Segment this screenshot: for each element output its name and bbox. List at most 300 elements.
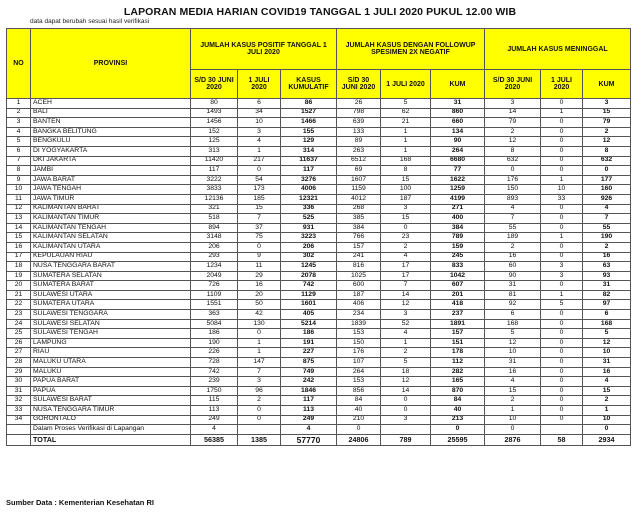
rec-sd-cell: 210 xyxy=(337,415,381,425)
no-cell: 1 xyxy=(7,99,31,109)
no-cell: 6 xyxy=(7,146,31,156)
rec-kum-cell: 201 xyxy=(431,290,485,300)
table-row xyxy=(7,262,631,272)
cases-kum-cell: 249 xyxy=(281,415,337,425)
rec-kum-cell: 860 xyxy=(431,108,485,118)
death-sd-cell: 12 xyxy=(485,137,541,147)
table-row xyxy=(7,223,631,233)
table-row xyxy=(7,290,631,300)
death-today-cell: 0 xyxy=(541,281,583,291)
rec-today-cell: 1 xyxy=(381,127,431,137)
death-sd-cell: 893 xyxy=(485,194,541,204)
no-cell: 29 xyxy=(7,367,31,377)
death-today-cell: 0 xyxy=(541,396,583,406)
death-today-cell: 1 xyxy=(541,233,583,243)
cases-kum-cell: 336 xyxy=(281,204,337,214)
death-today-cell: 0 xyxy=(541,377,583,387)
header-rec-kum: KUM xyxy=(431,70,485,99)
rec-kum-cell: 789 xyxy=(431,233,485,243)
death-sd-cell: 168 xyxy=(485,319,541,329)
death-sd-cell: 5 xyxy=(485,329,541,339)
cases-kum-cell: 405 xyxy=(281,310,337,320)
table-row xyxy=(7,329,631,339)
table-row xyxy=(7,252,631,262)
death-today-cell: 0 xyxy=(541,214,583,224)
rec-sd-cell: 816 xyxy=(337,262,381,272)
header-death-today: 1 JULI 2020 xyxy=(541,70,583,99)
provinsi-cell: KALIMANTAN BARAT xyxy=(31,204,191,214)
death-sd-cell: 14 xyxy=(485,108,541,118)
rec-kum-cell: 870 xyxy=(431,386,485,396)
cases-kum-cell: 242 xyxy=(281,377,337,387)
death-sd-cell: 7 xyxy=(485,214,541,224)
rec-today-cell: 0 xyxy=(381,396,431,406)
cases-sd-cell: 249 xyxy=(191,415,238,425)
provinsi-cell: SUMATERA BARAT xyxy=(31,281,191,291)
cases-today-cell: 3 xyxy=(238,127,281,137)
table-row xyxy=(7,396,631,406)
death-today-cell: 1 xyxy=(541,175,583,185)
header-rec-sd: S/D 30 JUNI 2020 xyxy=(337,70,381,99)
cases-kum-cell: 117 xyxy=(281,396,337,406)
cases-today-cell: 0 xyxy=(238,242,281,252)
no-cell: 2 xyxy=(7,108,31,118)
rec-today-cell: 1 xyxy=(381,146,431,156)
table-row xyxy=(7,242,631,252)
rec-today-cell: 12 xyxy=(381,300,431,310)
covid-report-table xyxy=(6,28,631,446)
table-row xyxy=(7,406,631,416)
no-cell: 15 xyxy=(7,233,31,243)
cases-today-cell: 0 xyxy=(238,406,281,416)
death-kum-cell: 31 xyxy=(583,281,631,291)
cases-kum-cell: 155 xyxy=(281,127,337,137)
rec-kum-cell: 159 xyxy=(431,242,485,252)
no-cell: 28 xyxy=(7,358,31,368)
table-row xyxy=(7,156,631,166)
death-sd-cell: 0 xyxy=(485,166,541,176)
cases-sd-cell: 894 xyxy=(191,223,238,233)
cases-today-cell: 2 xyxy=(238,396,281,406)
rec-today-cell: 4 xyxy=(381,252,431,262)
cases-sd-cell: 239 xyxy=(191,377,238,387)
rec-kum-cell: 0 xyxy=(431,425,485,435)
rec-kum-cell: 1042 xyxy=(431,271,485,281)
cases-today-cell: 75 xyxy=(238,233,281,243)
cases-today-cell: 11 xyxy=(238,262,281,272)
cases-sd-cell: 5084 xyxy=(191,319,238,329)
cases-today-cell: 0 xyxy=(238,329,281,339)
rec-sd-cell: 187 xyxy=(337,290,381,300)
rec-sd-cell: 1025 xyxy=(337,271,381,281)
cases-kum-cell: 117 xyxy=(281,166,337,176)
provinsi-cell: BANTEN xyxy=(31,118,191,128)
provinsi-cell: SUMATERA SELATAN xyxy=(31,271,191,281)
provinsi-cell: BENGKULU xyxy=(31,137,191,147)
rec-today-cell: 14 xyxy=(381,386,431,396)
death-sd-cell: 10 xyxy=(485,348,541,358)
rec-today-cell: 62 xyxy=(381,108,431,118)
death-today-cell: 0 xyxy=(541,242,583,252)
cases-kum-cell: 1601 xyxy=(281,300,337,310)
provinsi-cell: SUMATERA UTARA xyxy=(31,300,191,310)
death-today-cell: 33 xyxy=(541,194,583,204)
death-today-cell: 0 xyxy=(541,156,583,166)
death-today-cell: 0 xyxy=(541,415,583,425)
rec-sd-cell: 176 xyxy=(337,348,381,358)
cases-sd-cell: 113 xyxy=(191,406,238,416)
rec-sd-cell: 0 xyxy=(337,425,381,435)
death-kum-cell: 177 xyxy=(583,175,631,185)
death-sd-cell: 81 xyxy=(485,290,541,300)
rec-sd-cell: 384 xyxy=(337,223,381,233)
table-row xyxy=(7,271,631,281)
table-total-row xyxy=(7,434,631,445)
provinsi-cell: KEPULAUAN RIAU xyxy=(31,252,191,262)
cases-today-cell: 37 xyxy=(238,223,281,233)
rec-sd-cell: 639 xyxy=(337,118,381,128)
rec-sd-cell: 766 xyxy=(337,233,381,243)
table-row xyxy=(7,175,631,185)
provinsi-cell: BALI xyxy=(31,108,191,118)
rec-today-cell: 17 xyxy=(381,271,431,281)
cases-kum-cell: 302 xyxy=(281,252,337,262)
cases-sd-cell: 726 xyxy=(191,281,238,291)
death-sd-cell: 4 xyxy=(485,377,541,387)
cases-kum-cell: 113 xyxy=(281,406,337,416)
cases-sd-cell: 1551 xyxy=(191,300,238,310)
cases-today-cell: 42 xyxy=(238,310,281,320)
table-body xyxy=(7,99,631,435)
rec-today-cell: 52 xyxy=(381,319,431,329)
rec-kum-cell: 77 xyxy=(431,166,485,176)
total-death-sd: 2876 xyxy=(485,434,541,445)
cases-kum-cell: 3276 xyxy=(281,175,337,185)
total-death-today: 58 xyxy=(541,434,583,445)
rec-today-cell: 8 xyxy=(381,166,431,176)
provinsi-cell: RIAU xyxy=(31,348,191,358)
death-kum-cell: 5 xyxy=(583,329,631,339)
cases-today-cell: 0 xyxy=(238,166,281,176)
death-kum-cell: 6 xyxy=(583,310,631,320)
table-row xyxy=(7,99,631,109)
rec-sd-cell: 600 xyxy=(337,281,381,291)
cases-kum-cell: 11637 xyxy=(281,156,337,166)
header-group-cases: JUMLAH KASUS POSITIF TANGGAL 1 JULI 2020 xyxy=(191,29,337,70)
death-kum-cell: 63 xyxy=(583,262,631,272)
death-today-cell: 0 xyxy=(541,204,583,214)
no-cell: 34 xyxy=(7,415,31,425)
no-cell: 18 xyxy=(7,262,31,272)
rec-sd-cell: 1607 xyxy=(337,175,381,185)
rec-today-cell: 14 xyxy=(381,290,431,300)
cases-kum-cell: 525 xyxy=(281,214,337,224)
death-kum-cell: 0 xyxy=(583,425,631,435)
death-today-cell: 0 xyxy=(541,348,583,358)
cases-sd-cell: 226 xyxy=(191,348,238,358)
cases-today-cell: 15 xyxy=(238,204,281,214)
cases-today-cell: 173 xyxy=(238,185,281,195)
death-today-cell: 0 xyxy=(541,406,583,416)
death-kum-cell: 2 xyxy=(583,396,631,406)
provinsi-cell: JAWA BARAT xyxy=(31,175,191,185)
header-provinsi: PROVINSI xyxy=(31,29,191,99)
rec-kum-cell: 282 xyxy=(431,367,485,377)
provinsi-cell: SULAWESI SELATAN xyxy=(31,319,191,329)
death-today-cell: 0 xyxy=(541,367,583,377)
death-kum-cell: 16 xyxy=(583,252,631,262)
death-today-cell: 0 xyxy=(541,319,583,329)
table-row xyxy=(7,377,631,387)
death-kum-cell: 12 xyxy=(583,137,631,147)
table-row xyxy=(7,300,631,310)
rec-kum-cell: 90 xyxy=(431,137,485,147)
death-kum-cell: 97 xyxy=(583,300,631,310)
rec-sd-cell: 268 xyxy=(337,204,381,214)
death-today-cell: 0 xyxy=(541,338,583,348)
death-today-cell: 5 xyxy=(541,300,583,310)
no-cell: 12 xyxy=(7,204,31,214)
death-kum-cell: 2 xyxy=(583,127,631,137)
cases-sd-cell: 186 xyxy=(191,329,238,339)
death-kum-cell: 168 xyxy=(583,319,631,329)
death-sd-cell: 15 xyxy=(485,386,541,396)
death-sd-cell: 0 xyxy=(485,425,541,435)
death-today-cell: 0 xyxy=(541,146,583,156)
death-today-cell: 0 xyxy=(541,358,583,368)
cases-kum-cell: 314 xyxy=(281,146,337,156)
death-kum-cell: 0 xyxy=(583,166,631,176)
cases-sd-cell: 125 xyxy=(191,137,238,147)
rec-kum-cell: 660 xyxy=(431,118,485,128)
cases-sd-cell: 728 xyxy=(191,358,238,368)
table-row xyxy=(7,204,631,214)
death-today-cell: 0 xyxy=(541,137,583,147)
provinsi-cell: SULAWESI BARAT xyxy=(31,396,191,406)
provinsi-cell: MALUKU UTARA xyxy=(31,358,191,368)
death-today-cell: 0 xyxy=(541,127,583,137)
rec-sd-cell: 89 xyxy=(337,137,381,147)
rec-today-cell: 15 xyxy=(381,175,431,185)
death-sd-cell: 3 xyxy=(485,99,541,109)
table-row xyxy=(7,281,631,291)
cases-kum-cell: 1245 xyxy=(281,262,337,272)
cases-sd-cell: 4 xyxy=(191,425,238,435)
cases-today-cell: 0 xyxy=(238,415,281,425)
rec-sd-cell: 133 xyxy=(337,127,381,137)
rec-today-cell: 0 xyxy=(381,223,431,233)
rec-sd-cell: 4012 xyxy=(337,194,381,204)
table-row xyxy=(7,386,631,396)
cases-sd-cell: 1109 xyxy=(191,290,238,300)
death-today-cell: 0 xyxy=(541,329,583,339)
death-kum-cell: 55 xyxy=(583,223,631,233)
rec-today-cell: 4 xyxy=(381,329,431,339)
rec-kum-cell: 607 xyxy=(431,281,485,291)
cases-today-cell: 16 xyxy=(238,281,281,291)
header-death-kum: KUM xyxy=(583,70,631,99)
death-kum-cell: 632 xyxy=(583,156,631,166)
header-group-recovered: JUMLAH KASUS DENGAN FOLLOWUP SPESIMEN 2X NEGATIF xyxy=(337,29,485,70)
rec-sd-cell: 1839 xyxy=(337,319,381,329)
rec-sd-cell: 157 xyxy=(337,242,381,252)
table-row xyxy=(7,310,631,320)
no-cell: 7 xyxy=(7,156,31,166)
rec-sd-cell: 406 xyxy=(337,300,381,310)
death-kum-cell: 190 xyxy=(583,233,631,243)
rec-kum-cell: 384 xyxy=(431,223,485,233)
cases-today-cell: 1 xyxy=(238,348,281,358)
no-cell: 25 xyxy=(7,329,31,339)
report-note: data dapat berubah sesuai hasil verifikasi xyxy=(30,18,150,25)
no-cell: 10 xyxy=(7,185,31,195)
no-cell: 13 xyxy=(7,214,31,224)
cases-kum-cell: 3223 xyxy=(281,233,337,243)
no-cell: 33 xyxy=(7,406,31,416)
table-row xyxy=(7,108,631,118)
rec-kum-cell: 6680 xyxy=(431,156,485,166)
rec-sd-cell: 153 xyxy=(337,377,381,387)
report-title: LAPORAN MEDIA HARIAN COVID19 TANGGAL 1 JULI 2020 PUKUL 12.00 WIB xyxy=(123,6,517,18)
table-row xyxy=(7,127,631,137)
cases-kum-cell: 875 xyxy=(281,358,337,368)
death-kum-cell: 926 xyxy=(583,194,631,204)
rec-kum-cell: 1259 xyxy=(431,185,485,195)
death-today-cell: 1 xyxy=(541,290,583,300)
provinsi-cell: SULAWESI TENGGARA xyxy=(31,310,191,320)
death-kum-cell: 82 xyxy=(583,290,631,300)
rec-today-cell xyxy=(381,425,431,435)
provinsi-cell: DI YOGYAKARTA xyxy=(31,146,191,156)
cases-sd-cell: 3833 xyxy=(191,185,238,195)
cases-kum-cell: 2078 xyxy=(281,271,337,281)
rec-kum-cell: 151 xyxy=(431,338,485,348)
provinsi-cell: BANGKA BELITUNG xyxy=(31,127,191,137)
rec-sd-cell: 264 xyxy=(337,367,381,377)
death-sd-cell: 2 xyxy=(485,127,541,137)
provinsi-cell: NUSA TENGGARA TIMUR xyxy=(31,406,191,416)
rec-kum-cell: 271 xyxy=(431,204,485,214)
rec-kum-cell: 112 xyxy=(431,358,485,368)
cases-sd-cell: 117 xyxy=(191,166,238,176)
no-cell: 9 xyxy=(7,175,31,185)
rec-kum-cell: 134 xyxy=(431,127,485,137)
rec-kum-cell: 157 xyxy=(431,329,485,339)
rec-today-cell: 2 xyxy=(381,242,431,252)
death-today-cell: 0 xyxy=(541,386,583,396)
cases-today-cell xyxy=(238,425,281,435)
cases-today-cell: 96 xyxy=(238,386,281,396)
death-sd-cell: 16 xyxy=(485,367,541,377)
death-sd-cell: 12 xyxy=(485,338,541,348)
death-today-cell: 0 xyxy=(541,223,583,233)
cases-kum-cell: 1846 xyxy=(281,386,337,396)
no-cell: 23 xyxy=(7,310,31,320)
cases-today-cell: 1 xyxy=(238,146,281,156)
cases-today-cell: 10 xyxy=(238,118,281,128)
cases-sd-cell: 1234 xyxy=(191,262,238,272)
rec-today-cell: 1 xyxy=(381,338,431,348)
death-sd-cell: 176 xyxy=(485,175,541,185)
rec-sd-cell: 150 xyxy=(337,338,381,348)
cases-sd-cell: 742 xyxy=(191,367,238,377)
rec-sd-cell: 385 xyxy=(337,214,381,224)
header-no: NO xyxy=(7,29,31,99)
provinsi-cell: Dalam Proses Verifikasi di Lapangan xyxy=(31,425,191,435)
rec-today-cell: 7 xyxy=(381,281,431,291)
cases-kum-cell: 5214 xyxy=(281,319,337,329)
rec-today-cell: 1 xyxy=(381,137,431,147)
provinsi-cell: LAMPUNG xyxy=(31,338,191,348)
cases-sd-cell: 1456 xyxy=(191,118,238,128)
death-today-cell: 3 xyxy=(541,262,583,272)
cases-today-cell: 7 xyxy=(238,367,281,377)
cases-sd-cell: 1750 xyxy=(191,386,238,396)
cases-today-cell: 34 xyxy=(238,108,281,118)
cases-kum-cell: 4006 xyxy=(281,185,337,195)
no-cell xyxy=(7,425,31,435)
cases-today-cell: 7 xyxy=(238,214,281,224)
no-cell: 4 xyxy=(7,127,31,137)
total-cases-today: 1385 xyxy=(238,434,281,445)
total-rec-kum: 25595 xyxy=(431,434,485,445)
rec-sd-cell: 6512 xyxy=(337,156,381,166)
cases-kum-cell: 206 xyxy=(281,242,337,252)
provinsi-cell: PAPUA xyxy=(31,386,191,396)
rec-today-cell: 17 xyxy=(381,262,431,272)
rec-sd-cell: 856 xyxy=(337,386,381,396)
death-kum-cell: 10 xyxy=(583,415,631,425)
table-row xyxy=(7,146,631,156)
rec-kum-cell: 165 xyxy=(431,377,485,387)
death-kum-cell: 4 xyxy=(583,204,631,214)
no-cell: 20 xyxy=(7,281,31,291)
rec-today-cell: 2 xyxy=(381,348,431,358)
rec-kum-cell: 40 xyxy=(431,406,485,416)
no-cell: 8 xyxy=(7,166,31,176)
death-kum-cell: 4 xyxy=(583,377,631,387)
rec-sd-cell: 241 xyxy=(337,252,381,262)
cases-today-cell: 29 xyxy=(238,271,281,281)
death-kum-cell: 10 xyxy=(583,348,631,358)
death-sd-cell: 16 xyxy=(485,252,541,262)
death-kum-cell: 160 xyxy=(583,185,631,195)
cases-sd-cell: 293 xyxy=(191,252,238,262)
table-row xyxy=(7,118,631,128)
cases-today-cell: 20 xyxy=(238,290,281,300)
rec-today-cell: 15 xyxy=(381,214,431,224)
rec-today-cell: 3 xyxy=(381,310,431,320)
no-cell: 5 xyxy=(7,137,31,147)
rec-today-cell: 3 xyxy=(381,415,431,425)
rec-kum-cell: 178 xyxy=(431,348,485,358)
death-sd-cell: 90 xyxy=(485,271,541,281)
death-kum-cell: 8 xyxy=(583,146,631,156)
table-row xyxy=(7,319,631,329)
rec-today-cell: 12 xyxy=(381,377,431,387)
rec-today-cell: 3 xyxy=(381,204,431,214)
rec-today-cell: 5 xyxy=(381,99,431,109)
provinsi-cell: JAWA TENGAH xyxy=(31,185,191,195)
death-sd-cell: 31 xyxy=(485,281,541,291)
header-death-sd: S/D 30 JUNI 2020 xyxy=(485,70,541,99)
provinsi-cell: KALIMANTAN UTARA xyxy=(31,242,191,252)
cases-kum-cell: 129 xyxy=(281,137,337,147)
rec-kum-cell: 833 xyxy=(431,262,485,272)
death-today-cell: 0 xyxy=(541,310,583,320)
no-cell: 26 xyxy=(7,338,31,348)
no-cell: 24 xyxy=(7,319,31,329)
